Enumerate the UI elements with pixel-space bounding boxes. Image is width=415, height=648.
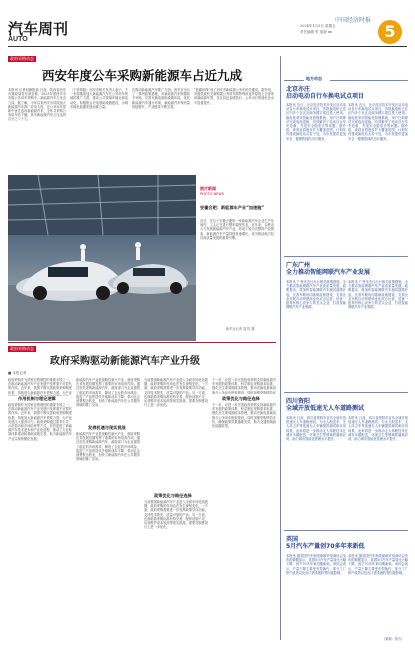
article2-col3: 当前我国新能源汽车产业进入全面市场化拓展期，政府采购的作用也在发生深刻变化。一方面，政府采购需要进一步发挥政策导向功能，支持技术领先、质量可靠的产品；另一方面，也面临着采购标准有待完善、配套设施不足、运营维护成本较高等现实挑战，需要在制度设计上进一步优化。 [144,500,208,530]
sidebar-item-2-body-b: 本报讯 日前，四川省资阳市宣布全域开放低速无人车道路测试，为无人配送车、无人环卫车等低速无人车辆提供测试和应用场景。此举将进一步推动无人驾驶技术在城市末端配送、环境卫生等领域的落地应用，助力城市智能化管理水平提升。 [348,416,408,442]
sidebar-item-0-body-b: 本报讯 近日，北京经济技术开发区启动电动自行车换电试点项目，首批换电柜已在区内多个社区及商务楼宇周边投入使用。换电柜采用智能化管理系统，用户扫码即可完成电池更换，有效解决了电动自行车充电难、充电安全隐患多等问题。据介绍，该项目将逐步扩大覆盖范围，计划年内建成换电站点若干处，为市民提供更加安全、便捷的绿色出行服务。 [348,103,408,141]
article1-col4: “低碳环保”成了西安市新能源公务车的关键词。据介绍，市级党政机关新购置公务用车除特殊用途外原则上全部采用新能源车型，各区县也参照执行，公务出行的绿色化水平显著提升。 [194,88,274,105]
article2-subhead-3: 政策优化与路径选择 [154,493,192,498]
sidebar-item-0-body-a: 本报讯 近日，北京经济技术开发区启动电动自行车换电试点项目，首批换电柜已在区内多个社区及商务楼宇周边投入使用。换电柜采用智能化管理系统，用户扫码即可完成电池更换，有效解决了电动自行车充电难、充电安全隐患多等问题。据介绍，该项目将逐步扩大覆盖范围，计划年内建成换电站点若干处，为市民提供更加安全、便捷的绿色出行服务。 [286,103,346,141]
sidebar-item-2-title: 四川资阳 全域开放低速无人车道路测试 [286,398,365,412]
sidebar-divider [280,56,281,640]
article2-rule [8,342,276,343]
article2-col2: 新能源汽车产业是战略性新兴产业，政府采购在其发展初期发挥了重要的市场培育作用。通过优先采购新能源汽车，政府部门为企业提供了稳定的市场需求，降低了企业的市场风险，促进了产品的迭代升级和成本下降，带动社会消费观念转变，加快了新能源汽车在公共服务领域的推广应用。 [76,432,140,462]
article2-author: ■ 本报记者 [8,371,27,375]
article2-col4: 下一步，应进一步完善政府采购支持新能源汽车发展的政策体系，科学制定采购需求标准，强化全生命周期成本管理，推动充换电基础设施与公务用车配套建设，同时加强采购绩效评价，确保政策效果落地见效，助力交通领域绿色低碳转型。 [212,403,276,429]
editor-line: 责任编辑 张 组版 xx [300,30,332,34]
article2-col1: 政府采购作为国家宏观调控的重要手段之一，在推动新能源汽车产业发展中发挥着不可替代的作用。近年来，我国不断完善政府采购制度体系，持续加大新能源汽车采购力度，为产业发展注入强劲动力。政府采购通过需求引导、示范带动和市场培育等方式，有效促进了新能源汽车技术进步和产业化进程，推动了行业标准体系建设和基础设施完善，助力新能源汽车产业实现规模化发展。 [8,403,72,441]
article2-tag: 政府采购动态 [10,346,34,351]
sidebar-item-3-title: 英国 5月汽车产量创70多年来新低 [286,536,365,550]
sidebar-sep-2 [284,392,408,393]
article2-col1-lead: 政府采购作为国家宏观调控的重要手段之一，在推动新能源汽车产业发展中发挥着不可替代的作用。近年来，我国不断完善政府采购制度体系，持续加大新能源汽车采购力度，为产业 [8,378,72,395]
sidebar-item-1-title: 广东广州 全力推动智能网联汽车产业发展 [286,262,371,276]
header-rule [8,46,407,47]
page-number-badge: 5 [378,20,402,44]
sidebar-item-1-body-b: 本报讯 广州市近日出台相关政策措施，全力推动智能网联汽车产业高质量发展。政策提出，将加快智能网联汽车测试道路开放，完善车路协同基础设施建设，支持企业开展自动驾驶商业化试点运营，培育一批具有核心竞争力的龙头企业，打造智能网联汽车产业集群。 [348,280,408,310]
photo-news-label: 图片新闻 [200,186,216,191]
article1-tag: 政府采购动态 [10,56,34,61]
paper-name: 中国经济时报 [335,17,372,24]
photo-news-label-en: PHOTO NEWS [200,192,225,196]
section-title: 汽车周刊 [8,20,69,38]
article1-col1: 本报讯 记者何静报道 日前，陕西省西安市财政局发布消息称，2023年度西安市市级公务用车采购中，新能源汽车占比近九成。据了解，今年以来西安市持续加大新能源汽车推广应用力度，在公务用车更新中优先选用新能源汽车，全年共采购公务用车若干辆，其中新能源汽车占比达到百分之八十九。 [8,88,66,122]
sidebar-item-3-body-a: 本报讯 据英国汽车制造商和贸易商协会发布的数据显示，英国5月汽车产量同比大幅下降，创下70多年来同期新低。该协会表示，产量下降主要受车型换代、部分工厂停产改造以及出口需求疲软等因素影响。 [286,554,346,575]
photo-caption-title: 安徽合肥：新能源车产业“加速跑” [200,205,265,210]
article1-col2: （下转第版）西安市相关负责人表示，下一步将继续加大新能源汽车在公务用车领域的推广力度，推动公共领域车辆全面电动化，积极配合充电基础设施建设，为城市绿色低碳发展贡献力量。 [70,88,128,109]
photo-caption: 近日，在位于安徽合肥的一家新能源汽车企业生产车间内，工人正在进行整车装配作业。近年来，合肥市大力发展新能源汽车产业，形成了较为完整的产业链条，新能源汽车产量持续快速增长，成为推动地方经济高质量发展的重要引擎。 [200,219,274,240]
sidebar-tag: 地方动态 [306,76,322,81]
article2-col4-top: 下一步，应进一步完善政府采购支持新能源汽车发展的政策体系，科学制定采购需求标准，强化全生命周期成本管理，推动充换电基础设施与公务用车配套建设，同时加强采购绩效评 [212,378,276,394]
factory-photo [8,175,196,341]
sidebar-item-0-title: 北京亦庄 启动电动自行车换电试点项目 [286,86,365,100]
factory-photo-graphic [8,175,196,341]
article1-col3: 在推动新能源汽车推广方面，西安市出台了一系列政策措施，对新能源汽车购置给予补贴，完善充换电基础设施布局，优化新能源汽车通行环境，新能源汽车保有量持续增长，产业链条不断完善。 [132,88,190,109]
date-line: 2024年1月5日 星期五 [300,24,336,28]
photo-credit: 新华社记者 周 牧 摄 [226,327,255,331]
article2-headline: 政府采购驱动新能源汽车产业升级 [50,356,200,367]
article2-subhead-2: 发展机遇与现实挑战 [88,425,126,430]
article2-subhead-1: 作用机制与理论逻辑 [18,396,56,401]
article2-col3-top: 当前我国新能源汽车产业进入全面市场化拓展期，政府采购的作用也在发生深刻变化。一方面，政府采购需要进一步发挥政策导向功能，支持技术领先、质量可靠的产品；另一方面，也面临着采购标准有待完善、配套设施不足、运营维护成本较高等现实挑战，需要在制度设计上进一步优化。 [144,378,208,408]
article2-col2-top: 新能源汽车产业是战略性新兴产业，政府采购在其发展初期发挥了重要的市场培育作用。通过优先采购新能源汽车，政府部门为企业提供了稳定的市场需求，降低了企业的市场风险，促进了产品的迭代升级和成本下降，带动社会消费观念转变，加快了新能源汽车在公共服务领域的推广应用。 [76,378,140,408]
sidebar-item-2-body-a: 本报讯 日前，四川省资阳市宣布全域开放低速无人车道路测试，为无人配送车、无人环卫车等低速无人车辆提供测试和应用场景。此举将进一步推动无人驾驶技术在城市末端配送、环境卫生等领域的落地应用，助力城市智能化管理水平提升。 [286,416,346,442]
sidebar-item-3-body-b: 本报讯 据英国汽车制造商和贸易商协会发布的数据显示，英国5月汽车产量同比大幅下降，创下70多年来同期新低。该协会表示，产量下降主要受车型换代、部分工厂停产改造以及出口需求疲软等因素影响。 [348,554,408,575]
article1-headline: 西安年度公车采购新能源车占近九成 [42,68,243,83]
sidebar-sep-3 [284,530,408,531]
sidebar-item-1-body-a: 本报讯 广州市近日出台相关政策措施，全力推动智能网联汽车产业高质量发展。政策提出，将加快智能网联汽车测试道路开放，完善车路协同基础设施建设，支持企业开展自动驾驶商业化试点运营，培育一批具有核心竞争力的龙头企业，打造智能网联汽车产业集群。 [286,280,346,310]
article2-subhead-4: 政策优化与路径选择 [222,396,260,401]
section-title-en: AUTO [8,36,28,43]
sidebar-tag-line-right [330,80,408,81]
sidebar-footer: （来源：综合） [382,637,405,641]
sidebar-tag-line-left [284,80,304,81]
sidebar-sep-1 [284,256,408,257]
